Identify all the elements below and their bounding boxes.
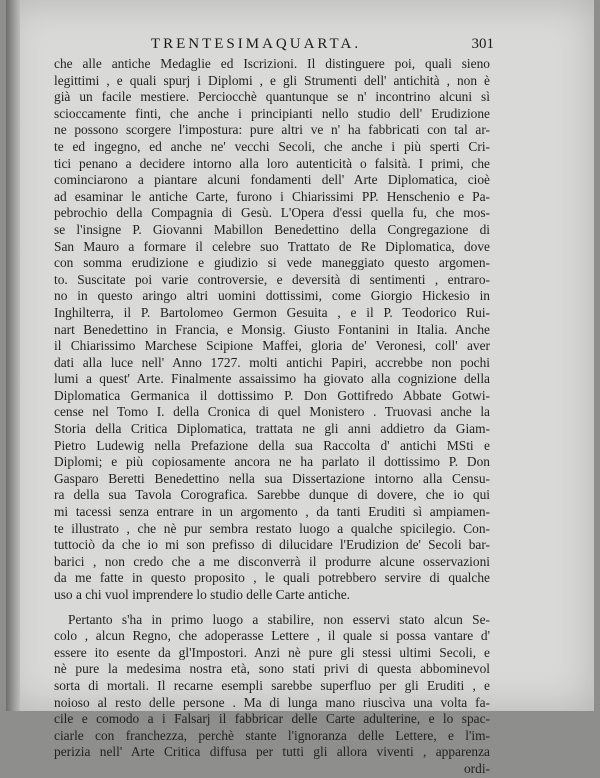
text-line: il Chiarissimo Marchese Scipione Maffei, gloria de' Veronesi, coll' aver — [54, 338, 490, 354]
text-line: pebrochio della Compagnia di Gesù. L'Opera d'essi quella fu, che mos- — [54, 205, 490, 221]
paragraph-2 — [54, 612, 490, 761]
page-body — [54, 56, 490, 778]
text-line: da me fatte in questo proposito , le quali potrebbero servire di qualche — [54, 570, 490, 586]
text-line: Inghilterra, il P. Bartolomeo Germon Gesuita , e il P. Teodorico Rui- — [54, 304, 490, 320]
text-line: San Mauro a formare il celebre suo Trattato de Re Diplomatica, dove — [54, 238, 490, 254]
paragraph-gap — [54, 604, 490, 612]
text-line: te illustrato , che nè pur sembra restato luogo a qualche spicilegio. Con- — [54, 520, 490, 536]
text-line: tici penano a decidere intorno alla loro autenticità o falsità. I primi, che — [54, 155, 490, 171]
text-line: no in questo aringo altri uomini dottissimi, come Giorgio Hickesio in — [54, 288, 490, 304]
text-line: perizia nell' Arte Critica diffusa per tutti gli allora viventi , apparenza — [54, 744, 490, 760]
text-line: ne possono scorgere l'impostura: pure altri ve n' ha fabbricati con tal ar- — [54, 122, 490, 138]
text-line: dati alla luce nell' Anno 1727. molti antichi Papiri, accrebbe non pochi — [54, 354, 490, 370]
text-line: Diplomi; e più copiosamente ancora ne ha parlato il dottissimo P. Don — [54, 454, 490, 470]
text-line: noioso al resto delle persone . Ma di lunga mano riuscìva una volta fa- — [54, 694, 490, 710]
running-header — [106, 36, 494, 53]
running-title: TRENTESIMAQUARTA. — [150, 36, 362, 52]
text-line: mi tacessi senza entrare in un argomento , da tanti Eruditi sì ampiamen- — [54, 504, 490, 520]
catchword: ordi- — [463, 760, 490, 776]
text-line: sorta di mortali. Il recarne esempli sarebbe superfluo per gli Eruditi , e — [54, 677, 490, 693]
text-line: se l'insigne P. Giovanni Mabillon Benedettino della Congregazione di — [54, 221, 490, 237]
text-line: nart Benedettino in Francia, e Monsig. Giusto Fontanini in Italia. Anche — [54, 321, 490, 337]
text-line: tuttociò da che io mi son prefisso di dilucidare l'Erudizion de' Secoli bar- — [54, 537, 490, 553]
text-line: colo , alcun Regno, che adoperasse Lettere , il quale si possa vantare d' — [54, 628, 490, 644]
text-line: essere ito esente da gl'Impostori. Anzi nè pure gli stessi ultimi Secoli, e — [54, 644, 490, 660]
text-line: te ed ingegno, ed anche ne' vecchi Secoli, che anche i più sperti Cri- — [54, 138, 490, 154]
text-line: con somma erudizione e giudizio si vede maneggiato questo argomen- — [54, 255, 490, 271]
text-line: ad esaminar le antiche Carte, furono i Chiarissimi PP. Henschenio e Pa- — [54, 188, 490, 204]
text-line: scioccamente finti, che anche i principianti nello studio dell' Erudizione — [54, 105, 490, 121]
text-line: cense nel Tomo I. della Cronica di quel Monistero . Truovasi anche la — [54, 404, 490, 420]
text-line: Storia della Critica Diplomatica, trattata ne gli anni addietro da Giam- — [54, 421, 490, 437]
text-line: legittimi , e quali spurj i Diplomi , e gli Strumenti dell' antichità , non è — [54, 72, 490, 88]
text-line: nè pure la medesima nostra età, sono stati privi di questa abbominevol — [54, 661, 490, 677]
text-line: ra della sua Tavola Corografica. Sarebbe dunque di dovere, che io qui — [54, 487, 490, 503]
book-page — [6, 0, 594, 776]
text-line: uso a chi vuol imprendere lo studio delle Carte antiche. — [54, 587, 350, 602]
page-number: 301 — [471, 36, 494, 52]
paragraph-1 — [54, 56, 490, 604]
text-line: ciarle con franchezza, perchè stante l'ignoranza delle Lettere, e l'im- — [54, 727, 490, 743]
text-line: cominciarono a piantare alcuni fondamenti dell' Arte Diplomatica, cioè — [54, 172, 490, 188]
page-gutter — [6, 0, 20, 711]
text-line: che alle antiche Medaglie ed Iscrizioni. Il distinguere poi, quali sieno — [54, 56, 490, 71]
text-line: lumi a quest' Arte. Finalmente assaissimo ha giovato alla cognizione della — [54, 371, 490, 387]
text-line: to. Suscitate poi varie controversie, e deversità di sentimenti , entraro- — [54, 271, 490, 287]
text-line: Pietro Ludewig nella Prefazione della sua Raccolta d' antichi MSti e — [54, 437, 490, 453]
text-line: Diplomatica Germanica il dottissimo P. Don Gottifredo Abbate Gotwi- — [54, 387, 490, 403]
text-line: cile e comodo a i Falsarj il fabbricar delle Carte adulterine, e lo spac- — [54, 711, 490, 727]
text-line: Pertanto s'ha in primo luogo a stabilire, non esservi stato alcun Se- — [68, 611, 490, 627]
text-line: Gasparo Beretti Benedettino nella sua Dissertazione intorno alla Censu- — [54, 470, 490, 486]
text-line: barici , non credo che a me disconverrà il produrre alcune osservazioni — [54, 553, 490, 569]
text-line: già un facile mestiere. Perciocchè quantunque se n' incontrino alcuni sì — [54, 89, 490, 105]
